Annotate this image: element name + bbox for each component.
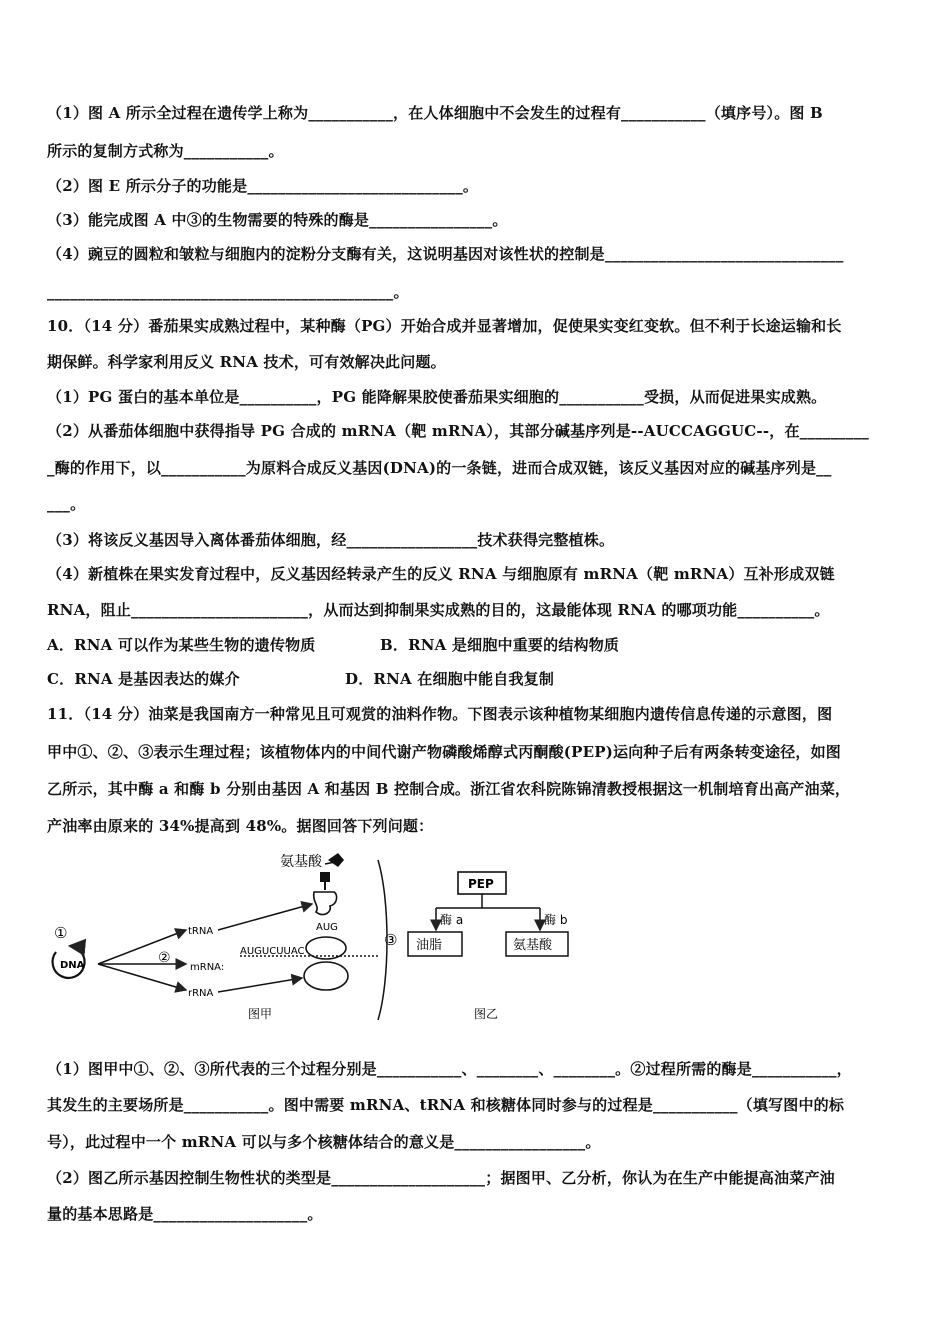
aug-label: AUG xyxy=(316,922,338,933)
amino-acid-box-label: 氨基酸 xyxy=(513,938,553,953)
q10-line-1: 10．（14 分）番茄果实成熟过程中，某种酶（PG）开始合成并显著增加，促使果实变红变软。但不利于长途运输和长 xyxy=(47,317,842,335)
q9-line-1: （1）图 A 所示全过程在遗传学上称为___________，在人体细胞中不会发生的过程有___________（填序号）。图 B xyxy=(47,104,823,122)
q9-line-6: _____________________________________________。 xyxy=(47,283,409,301)
q10-line-3: （1）PG 蛋白的基本单位是__________，PG 能降解果胶使番茄果实细胞的___________受损，从而促进果实成熟。 xyxy=(47,388,827,406)
enzyme-b-label: 酶 b xyxy=(544,913,568,927)
q11-line-2: 甲中①、②、③表示生理过程；该植物体内的中间代谢产物磷酸烯醇式丙酮酸(PEP)运向种子后有两条转变途径，如图 xyxy=(47,743,841,761)
q10-line-6: ___。 xyxy=(47,495,86,513)
q10-line-5: _酶的作用下，以___________为原料合成反义基因(DNA)的一条链，进而合成双链，该反义基因对应的碱基序列是__ xyxy=(47,459,832,477)
q10-line-7: （3）将该反义基因导入离体番茄体细胞，经_________________技术获得完整植株。 xyxy=(47,531,615,549)
ribosome-large-icon xyxy=(304,962,348,990)
q11-line-9: 量的基本思路是____________________。 xyxy=(47,1205,323,1223)
caption-jia: 图甲 xyxy=(248,1007,273,1021)
trna-label: tRNA xyxy=(188,926,214,937)
q10-line-4: （2）从番茄体细胞中获得指导 PG 合成的 mRNA（靶 mRNA），其部分碱基序列是--AUCCAGGUC--，在_________ xyxy=(47,422,869,440)
mrna-sequence: AUGUCUUAC xyxy=(240,946,305,957)
q10-option-a: A．RNA 可以作为某些生物的遗传物质 xyxy=(47,636,316,654)
q9-line-4: （3）能完成图 A 中③的生物需要的特殊的酶是________________。 xyxy=(47,211,508,229)
q10-line-2: 期保鲜。科学家利用反义 RNA 技术，可有效解决此问题。 xyxy=(47,353,446,371)
q10-option-d: D．RNA 在细胞中能自我复制 xyxy=(345,670,555,688)
rrna-label: rRNA xyxy=(188,988,214,999)
q9-line-2: 所示的复制方式称为___________。 xyxy=(47,142,284,160)
q9-line-3: （2）图 E 所示分子的功能是____________________________。 xyxy=(47,177,479,195)
q10-option-c: C．RNA 是基因表达的媒介 xyxy=(47,670,240,688)
enzyme-a-label: 酶 a xyxy=(440,913,464,927)
q11-line-7: 号），此过程中一个 mRNA 可以与多个核糖体结合的意义是_________________。 xyxy=(47,1133,601,1151)
q10-option-b: B．RNA 是细胞中重要的结构物质 xyxy=(380,636,620,654)
diagram-jia xyxy=(53,853,398,1021)
q10-line-8: （4）新植株在果实发育过程中，反义基因经转录产生的反义 RNA 与细胞原有 mRNA（靶 mRNA）互补形成双链 xyxy=(47,565,835,583)
caption-yi: 图乙 xyxy=(474,1007,499,1021)
dna-label: DNA xyxy=(60,960,85,971)
q10-line-9: RNA，阻止_______________________，从而达到抑制果实成熟的目的，这最能体现 RNA 的哪项功能__________。 xyxy=(47,601,830,619)
trna-icon xyxy=(314,892,337,914)
q11-line-8: （2）图乙所示基因控制生物性状的类型是____________________；据图甲、乙分析，你认为在生产中能提高油菜产油 xyxy=(47,1169,835,1187)
mrna-label: mRNA: xyxy=(190,962,225,973)
q11-line-3: 乙所示，其中酶 a 和酶 b 分别由基因 A 和基因 B 控制合成。浙江省农科院陈锦清教授根据这一机制培育出高产油菜， xyxy=(47,780,851,798)
amino-acid-block-icon xyxy=(320,872,330,882)
figure-genetic-info xyxy=(40,850,600,1030)
pep-label: PEP xyxy=(468,877,494,891)
q9-line-5: （4）豌豆的圆粒和皱粒与细胞内的淀粉分支酶有关，这说明基因对该性状的控制是_______________________________ xyxy=(47,245,844,263)
oil-label: 油脂 xyxy=(416,938,443,953)
q11-line-5: （1）图甲中①、②、③所代表的三个过程分别是___________、________、________。②过程所需的酶是___________， xyxy=(47,1060,852,1078)
q11-line-4: 产油率由原来的 34%提高到 48%。据图回答下列问题： xyxy=(47,817,434,835)
circle-1-label: ① xyxy=(54,924,68,942)
diagram-yi xyxy=(408,872,568,1021)
circle-2-label: ② xyxy=(158,950,171,966)
circle-3-label: ③ xyxy=(384,931,398,949)
q11-line-6: 其发生的主要场所是___________。图中需要 mRNA、tRNA 和核糖体同时参与的过程是___________（填写图中的标 xyxy=(47,1096,845,1114)
amino-acid-icon xyxy=(328,853,344,867)
amino-acid-label: 氨基酸 xyxy=(280,854,322,870)
q11-line-1: 11．（14 分）油菜是我国南方一种常见且可观赏的油料作物。下图表示该种植物某细胞内遗传信息传递的示意图，图 xyxy=(47,705,833,723)
